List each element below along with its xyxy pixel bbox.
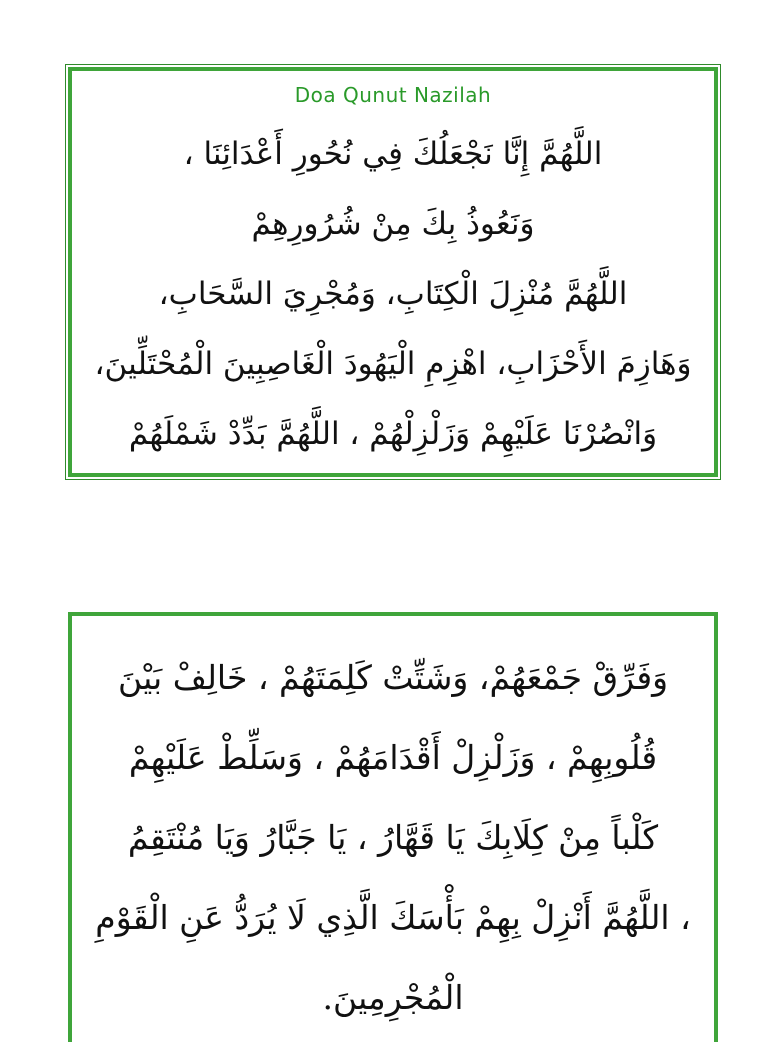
arabic-text-block-bottom (92, 638, 694, 1038)
arabic-line: الْمُجْرِمِينَ. (322, 978, 464, 1017)
arabic-line: قُلُوبِهِمْ ، وَزَلْزِلْ أَقْدَامَهُمْ ، وَسَلِّطْ عَلَيْهِمْ (128, 738, 658, 777)
doa-card-bottom (68, 612, 718, 1042)
arabic-line: كَلْباً مِنْ كِلَابِكَ يَا قَهَّارُ ، يَا جَبَّارُ وَيَا مُنْتَقِمُ (127, 818, 659, 857)
arabic-line: اللَّهُمَّ إِنَّا نَجْعَلُكَ فِي نُحُورِ أَعْدَائِنَا ، (183, 136, 603, 172)
arabic-line: اللَّهُمَّ مُنْزِلَ الْكِتَابِ، وَمُجْرِيَ السَّحَابِ، (158, 276, 628, 312)
doa-card-top (68, 67, 718, 477)
doa-title: Doa Qunut Nazilah (294, 83, 492, 107)
arabic-line: وَنَعُوذُ بِكَ مِنْ شُرُورِهِمْ (251, 206, 535, 242)
arabic-line: ، اللَّهُمَّ أَنْزِلْ بِهِمْ بَأْسَكَ الَّذِي لَا يُرَدُّ عَنِ الْقَوْمِ (95, 898, 691, 937)
arabic-line: وَهَازِمَ الأَحْزَابِ، اهْزِمِ الْيَهُودَ الْغَاصِبِينَ الْمُحْتَلِّينَ، (94, 346, 692, 382)
arabic-line: وَفَرِّقْ جَمْعَهُمْ، وَشَتِّتْ كَلِمَتَهُمْ ، خَالِفْ بَيْنَ (117, 658, 669, 697)
arabic-text-block-top (92, 119, 694, 469)
arabic-line: وَانْصُرْنَا عَلَيْهِمْ وَزَلْزِلْهُمْ ، اللَّهُمَّ بَدِّدْ شَمْلَهُمْ (128, 416, 658, 452)
